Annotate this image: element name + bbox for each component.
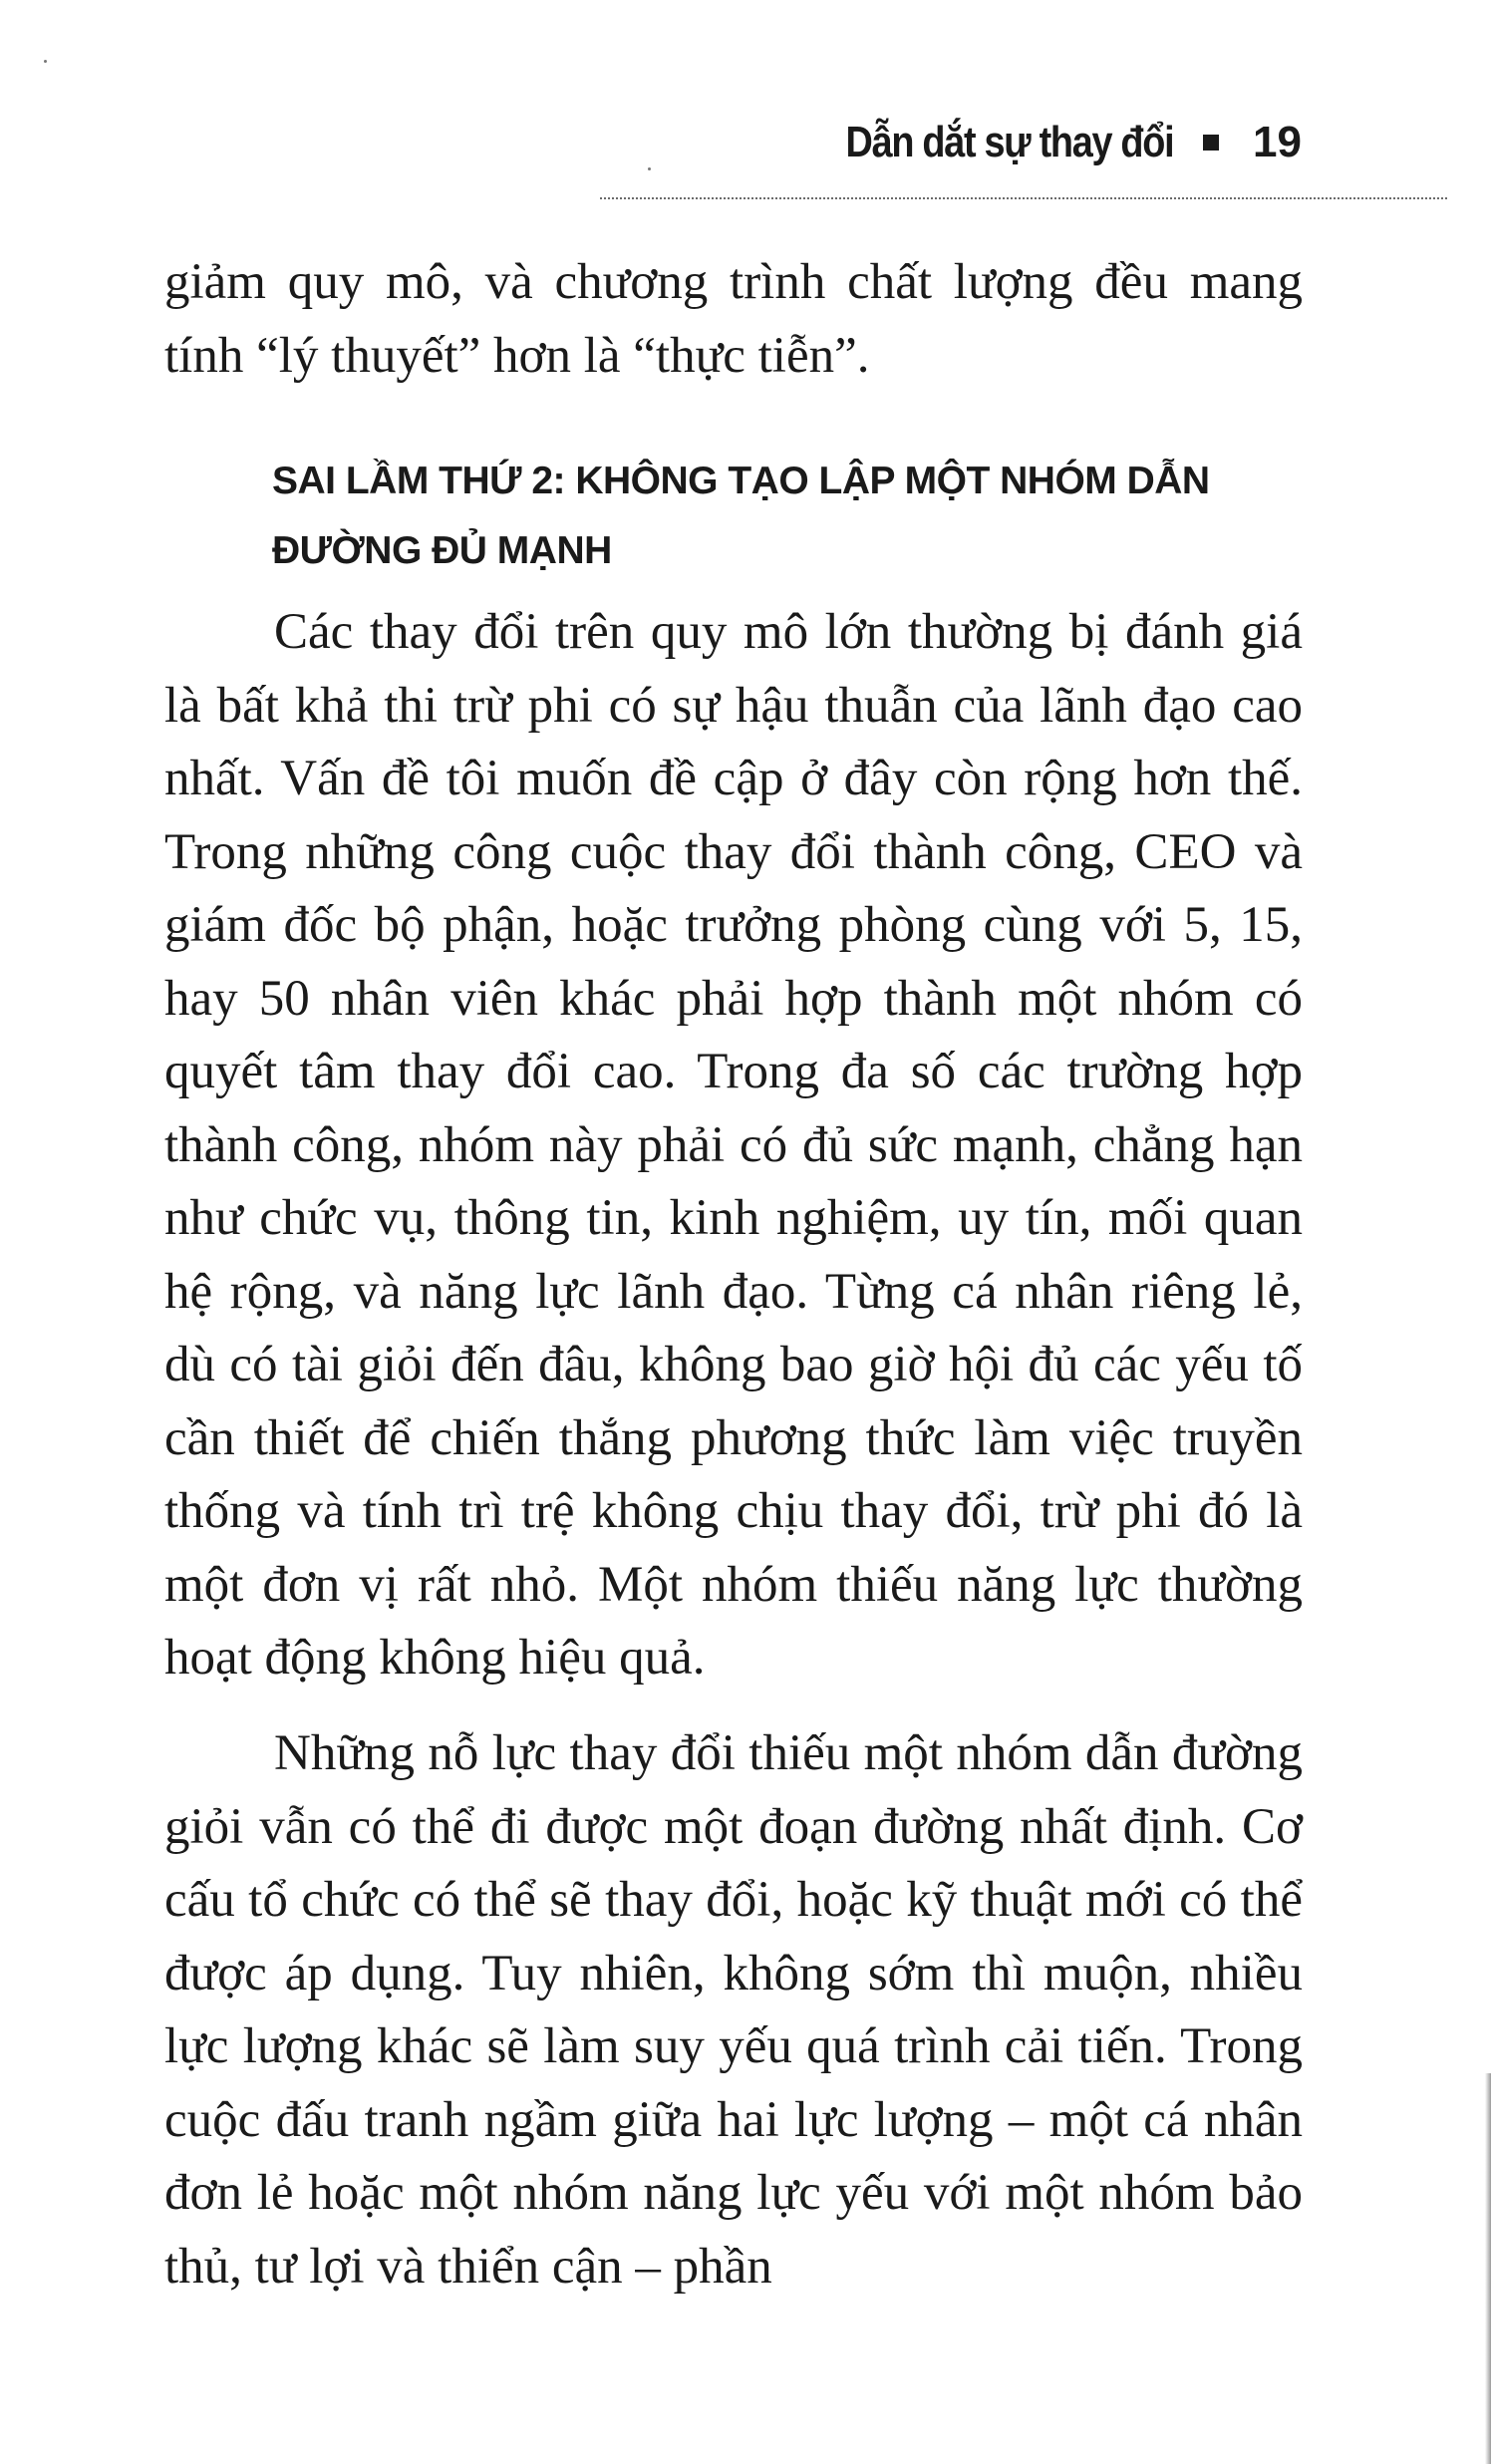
paragraph-2: Các thay đổi trên quy mô lớn thường bị đánh giá là bất khả thi trừ phi có sự hậu thuẫn của lãnh đạo cao nhất. Vấn đề tôi muốn đề cập ở đây còn rộng hơn thế. Trong những công cuộc thay đổi thành công, CEO và giám đốc bộ phận, hoặc trưởng phòng cùng với 5, 15, hay 50 nhân viên khác phải hợp thành một nhóm có quyết tâm thay đổi cao. Trong đa số các trường hợp thành công, nhóm này phải có đủ sức mạnh, chẳng hạn như chức vụ, thông tin, kinh nghiệm, uy tín, mối quan hệ rộng, và năng lực lãnh đạo. Từng cá nhân riêng lẻ, dù có tài giỏi đến đâu, không bao giờ hội đủ các yếu tố cần thiết để chiến thắng phương thức làm việc truyền thống và tính trì trệ không chịu thay đổi, trừ phi đó là một đơn vị rất nhỏ. Một nhóm thiếu năng lực thường hoạt động không hiệu quả. — [164, 604, 1303, 1686]
print-speck — [44, 60, 47, 63]
print-speck — [648, 167, 651, 170]
paragraph-3: Những nỗ lực thay đổi thiếu một nhóm dẫn đường giỏi vẫn có thể đi được một đoạn đường nhất định. Cơ cấu tổ chức có thể sẽ thay đổi, hoặc kỹ thuật mới có thể được áp dụng. Tuy nhiên, không sớm thì muộn, nhiều lực lượng khác sẽ làm suy yếu quá trình cải tiến. Trong cuộc đấu tranh ngầm giữa hai lực lượng – một cá nhân đơn lẻ hoặc một nhóm năng lực yếu với một nhóm bảo thủ, tư lợi và thiển cận – phần — [164, 1725, 1303, 2295]
square-bullet-icon — [1203, 135, 1219, 151]
section-heading-line-2: ĐƯỜNG ĐỦ MẠNH — [272, 529, 612, 572]
section-heading — [272, 447, 1269, 586]
page-number: 19 — [1253, 118, 1302, 166]
header-dotted-rule — [600, 197, 1447, 199]
paragraph-continued: giảm quy mô, và chương trình chất lượng đều mang tính “lý thuyết” hơn là “thực tiễn”. — [164, 254, 1303, 384]
chapter-title: Dẫn dắt sự thay đổi — [845, 118, 1174, 166]
section-heading-line-1: SAI LẦM THỨ 2: KHÔNG TẠO LẬP MỘT NHÓM DẪN — [272, 460, 1210, 502]
running-header — [792, 118, 1302, 167]
page-edge-shadow — [1485, 2073, 1491, 2464]
